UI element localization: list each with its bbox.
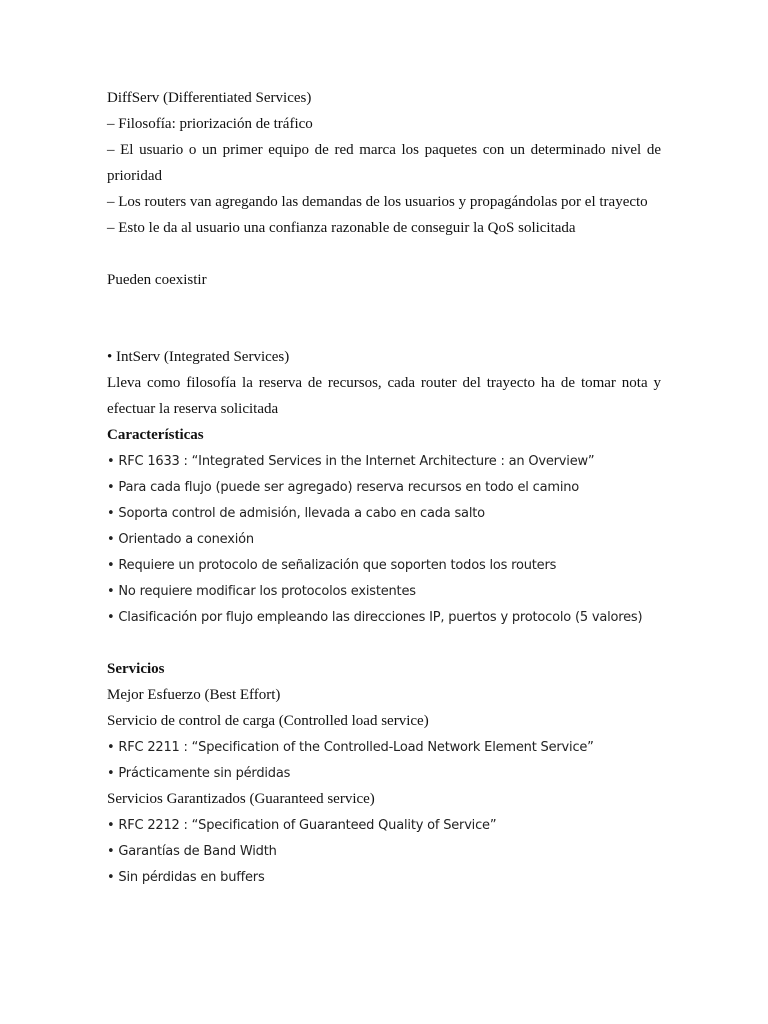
diffserv-marking-line-cont: prioridad [107, 168, 162, 184]
feature-item: • Orientado a conexión [107, 532, 254, 547]
guaranteed-service: Servicios Garantizados (Guaranteed service) [107, 791, 375, 807]
guaranteed-item: • Garantías de Band Width [107, 844, 277, 859]
diffserv-philosophy: – Filosofía: priorización de tráfico [107, 116, 313, 132]
services-heading: Servicios [107, 661, 165, 677]
coexist-note: Pueden coexistir [107, 272, 207, 288]
features-heading: Características [107, 427, 204, 443]
feature-item: • Para cada flujo (puede ser agregado) reserva recursos en todo el camino [107, 480, 580, 495]
diffserv-title: DiffServ (Differentiated Services) [107, 90, 312, 106]
controlled-load-item: • Prácticamente sin pérdidas [107, 766, 291, 781]
feature-item: • No requiere modificar los protocolos existentes [107, 584, 416, 599]
diffserv-routers: – Los routers van agregando las demandas de los usuarios y propagándolas por el trayecto [107, 194, 648, 210]
intserv-title: • IntServ (Integrated Services) [107, 349, 290, 365]
intserv-description-cont: efectuar la reserva solicitada [107, 401, 279, 417]
feature-item: • Clasificación por flujo empleando las direcciones IP, puertos y protocolo (5 valores) [107, 610, 643, 625]
feature-item: • Requiere un protocolo de señalización que soporten todos los routers [107, 558, 557, 573]
feature-item: • RFC 1633 : “Integrated Services in the Internet Architecture : an Overview” [107, 454, 595, 469]
diffserv-confidence: – Esto le da al usuario una confianza razonable de conseguir la QoS solicitada [107, 220, 576, 236]
best-effort-service: Mejor Esfuerzo (Best Effort) [107, 687, 281, 703]
feature-item: • Soporta control de admisión, llevada a cabo en cada salto [107, 506, 485, 521]
controlled-load-item: • RFC 2211 : “Specification of the Controlled-Load Network Element Service” [107, 740, 594, 755]
guaranteed-item: • Sin pérdidas en buffers [107, 870, 265, 885]
diffserv-marking-line: – El usuario o un primer equipo de red marca los paquetes con un determinado nivel de [107, 142, 661, 158]
controlled-load-service: Servicio de control de carga (Controlled load service) [107, 713, 429, 729]
intserv-description: Lleva como filosofía la reserva de recursos, cada router del trayecto ha de tomar nota y [107, 375, 661, 391]
guaranteed-item: • RFC 2212 : “Specification of Guaranteed Quality of Service” [107, 818, 497, 833]
